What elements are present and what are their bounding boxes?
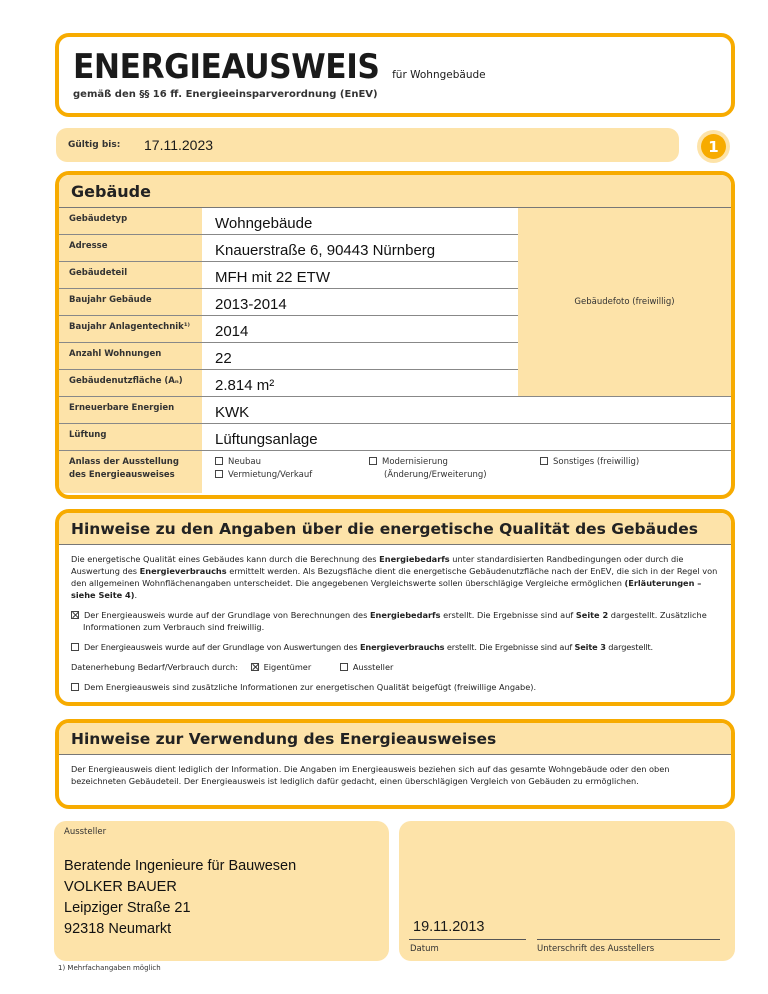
row-building-type bbox=[59, 208, 731, 235]
signature-line[interactable] bbox=[537, 939, 720, 940]
reason-label-line1: Anlass der Ausstellung bbox=[69, 457, 179, 467]
bold-text: Energiebedarfs bbox=[369, 610, 441, 620]
row-system-year bbox=[59, 316, 731, 343]
reason-group-2 bbox=[369, 451, 540, 493]
bold-text: Seite 3 bbox=[574, 642, 606, 652]
row-building-part bbox=[59, 262, 731, 289]
option-label: Vermietung/Verkauf bbox=[228, 470, 313, 480]
text: erstellt. Die Ergebnisse sind auf bbox=[444, 642, 575, 652]
reason-label-line2: des Energieausweises bbox=[69, 470, 175, 480]
option-label: Neubau bbox=[228, 457, 261, 467]
address-field[interactable]: Knauerstraße 6, 90443 Nürnberg bbox=[215, 242, 436, 259]
page-number-badge bbox=[697, 130, 730, 163]
checkbox[interactable] bbox=[215, 470, 223, 478]
reason-modernization[interactable] bbox=[369, 456, 540, 469]
bold-text: (Erläuterungen – siehe Seite 4) bbox=[71, 578, 702, 600]
building-table bbox=[59, 208, 731, 493]
row-label: Gebäudenutzfläche (Aₙ) bbox=[59, 370, 202, 396]
building-part-field[interactable]: MFH mit 22 ETW bbox=[215, 269, 330, 286]
renewable-energy-field[interactable]: KWK bbox=[215, 404, 250, 421]
issuer-label: Aussteller bbox=[64, 827, 107, 837]
issuer-address[interactable] bbox=[64, 856, 379, 940]
option-label: Eigentümer bbox=[263, 662, 312, 672]
reason-rent-sale[interactable] bbox=[215, 469, 369, 482]
issuer-line: 92318 Neumarkt bbox=[64, 921, 172, 937]
issuer-line: Beratende Ingenieure für Bauwesen bbox=[64, 858, 297, 874]
row-label: Adresse bbox=[59, 235, 202, 262]
option-label: Aussteller bbox=[352, 662, 394, 672]
signature-label: Unterschrift des Ausstellers bbox=[537, 944, 655, 954]
row-label bbox=[59, 451, 202, 493]
reason-new-building[interactable] bbox=[215, 456, 369, 469]
validity-date[interactable]: 17.11.2023 bbox=[144, 137, 214, 153]
bold-text: Energiebedarfs bbox=[379, 554, 450, 564]
row-label: Erneuerbare Energien bbox=[59, 397, 202, 423]
text: erstellt. Die Ergebnisse sind auf bbox=[440, 610, 576, 620]
checkbox[interactable] bbox=[71, 643, 79, 651]
data-collection-row bbox=[59, 661, 731, 673]
date-label: Datum bbox=[410, 944, 439, 954]
text: unter standardisierten Randbedingungen oder durch die Auswertung des bbox=[71, 554, 684, 576]
checkbox[interactable] bbox=[369, 457, 377, 465]
text: Der Energieausweis wurde auf der Grundlage von Auswertungen des bbox=[84, 642, 360, 652]
page-number: 1 bbox=[701, 134, 726, 159]
usable-area-field[interactable]: 2.814 m² bbox=[215, 377, 275, 394]
signature-box bbox=[399, 821, 735, 961]
row-address bbox=[59, 235, 731, 262]
bold-text: Seite 2 bbox=[575, 610, 609, 620]
issuer-line: Leipziger Straße 21 bbox=[64, 900, 191, 916]
option-label: Sonstiges (freiwillig) bbox=[553, 457, 640, 467]
reason-group-1 bbox=[202, 451, 369, 493]
validity-label: Gültig bis: bbox=[68, 140, 121, 150]
document-header bbox=[55, 33, 735, 117]
bold-text: Energieverbrauchs bbox=[139, 566, 227, 576]
document-title-suffix: für Wohngebäude bbox=[392, 69, 486, 81]
ventilation-field[interactable]: Lüftungsanlage bbox=[215, 431, 318, 448]
issuer-line: VOLKER BAUER bbox=[64, 879, 177, 895]
date-field[interactable]: 19.11.2013 bbox=[413, 919, 485, 935]
reason-modernization-detail: (Änderung/Erweiterung) bbox=[384, 470, 487, 480]
checkbox[interactable] bbox=[540, 457, 548, 465]
reason-other[interactable] bbox=[540, 456, 639, 469]
text: dargestellt. bbox=[605, 642, 653, 652]
row-label: Baujahr Anlagentechnik¹⁾ bbox=[59, 316, 202, 343]
bold-text: Energieverbrauchs bbox=[359, 642, 445, 652]
option-energy-consumption bbox=[59, 641, 731, 653]
system-year-field[interactable]: 2014 bbox=[215, 323, 249, 340]
photo-placeholder-label: Gebäudefoto (freiwillig) bbox=[574, 297, 675, 307]
row-issue-reason bbox=[59, 451, 731, 493]
row-label: Lüftung bbox=[59, 424, 202, 450]
row-label: Gebäudeteil bbox=[59, 262, 202, 289]
row-construction-year bbox=[59, 289, 731, 316]
document-subtitle: gemäß den §§ 16 ff. Energieeinsparverordnung (EnEV) bbox=[73, 89, 378, 100]
quality-notes-section bbox=[55, 509, 735, 706]
validity-bar bbox=[56, 128, 679, 162]
quality-notes-intro bbox=[59, 553, 731, 601]
construction-year-field[interactable]: 2013-2014 bbox=[215, 296, 287, 313]
checkbox[interactable] bbox=[71, 683, 79, 691]
owner-option[interactable] bbox=[251, 662, 312, 672]
building-section bbox=[55, 171, 735, 499]
issuer-box bbox=[54, 821, 389, 961]
text: Die energetische Qualität eines Gebäudes kann durch die Berechnung des bbox=[71, 554, 380, 564]
data-collection-label: Datenerhebung Bedarf/Verbrauch durch: bbox=[71, 662, 238, 672]
text: ermittelt werden. Als Bezugsfläche dient die energetische Gebäudenutzfläche nach der EnEV, die sich in der Regel von den allgemeinen Wohnflächenangaben unterscheidet. Die angegebenen Vergleichswerte sollen überschlägige Vergleiche ermöglichen bbox=[71, 566, 718, 588]
reason-group-3 bbox=[540, 451, 639, 493]
additional-info-option bbox=[59, 681, 731, 693]
row-renewable-energy bbox=[59, 397, 731, 424]
usage-notes-section bbox=[55, 719, 735, 809]
quality-notes-title: Hinweise zu den Angaben über die energetische Qualität des Gebäudes bbox=[59, 513, 731, 545]
usage-notes-text: Der Energieausweis dient lediglich der Information. Die Angaben im Energieausweis beziehen sich auf das gesamte Wohngebäude oder den oben bezeichneten Gebäudeteil. Der Energieausweis ist lediglich dafür gedacht, einen überschlägigen Vergleich von Gebäuden zu ermöglichen. bbox=[71, 764, 670, 786]
checkbox-checked[interactable] bbox=[251, 663, 259, 671]
row-ventilation bbox=[59, 424, 731, 451]
checkbox[interactable] bbox=[340, 663, 348, 671]
checkbox-checked[interactable] bbox=[71, 611, 79, 619]
text: Der Energieausweis wurde auf der Grundlage von Berechnungen des bbox=[84, 610, 370, 620]
usage-notes-title: Hinweise zur Verwendung des Energieausweises bbox=[59, 723, 731, 755]
document-title: ENERGIEAUSWEIS bbox=[73, 47, 380, 87]
row-label: Gebäudetyp bbox=[59, 208, 202, 235]
option-label: Modernisierung bbox=[382, 457, 448, 467]
row-apartment-count bbox=[59, 343, 731, 370]
building-section-title: Gebäude bbox=[59, 175, 731, 208]
date-line bbox=[409, 939, 526, 940]
option-energy-demand bbox=[59, 609, 731, 633]
row-label: Anzahl Wohnungen bbox=[59, 343, 202, 370]
text: dargestellt. Zusätzliche Informationen zum Verbrauch sind freiwillig. bbox=[83, 610, 707, 632]
text: . bbox=[134, 590, 138, 600]
footnote: 1) Mehrfachangaben möglich bbox=[58, 964, 161, 972]
building-type-field[interactable]: Wohngebäude bbox=[215, 215, 313, 232]
checkbox[interactable] bbox=[215, 457, 223, 465]
text: Dem Energieausweis sind zusätzliche Informationen zur energetischen Qualität beigefügt (freiwillige Angabe). bbox=[84, 682, 537, 692]
row-label: Baujahr Gebäude bbox=[59, 289, 202, 316]
issuer-option[interactable] bbox=[340, 662, 394, 672]
apartment-count-field[interactable]: 22 bbox=[215, 350, 232, 367]
